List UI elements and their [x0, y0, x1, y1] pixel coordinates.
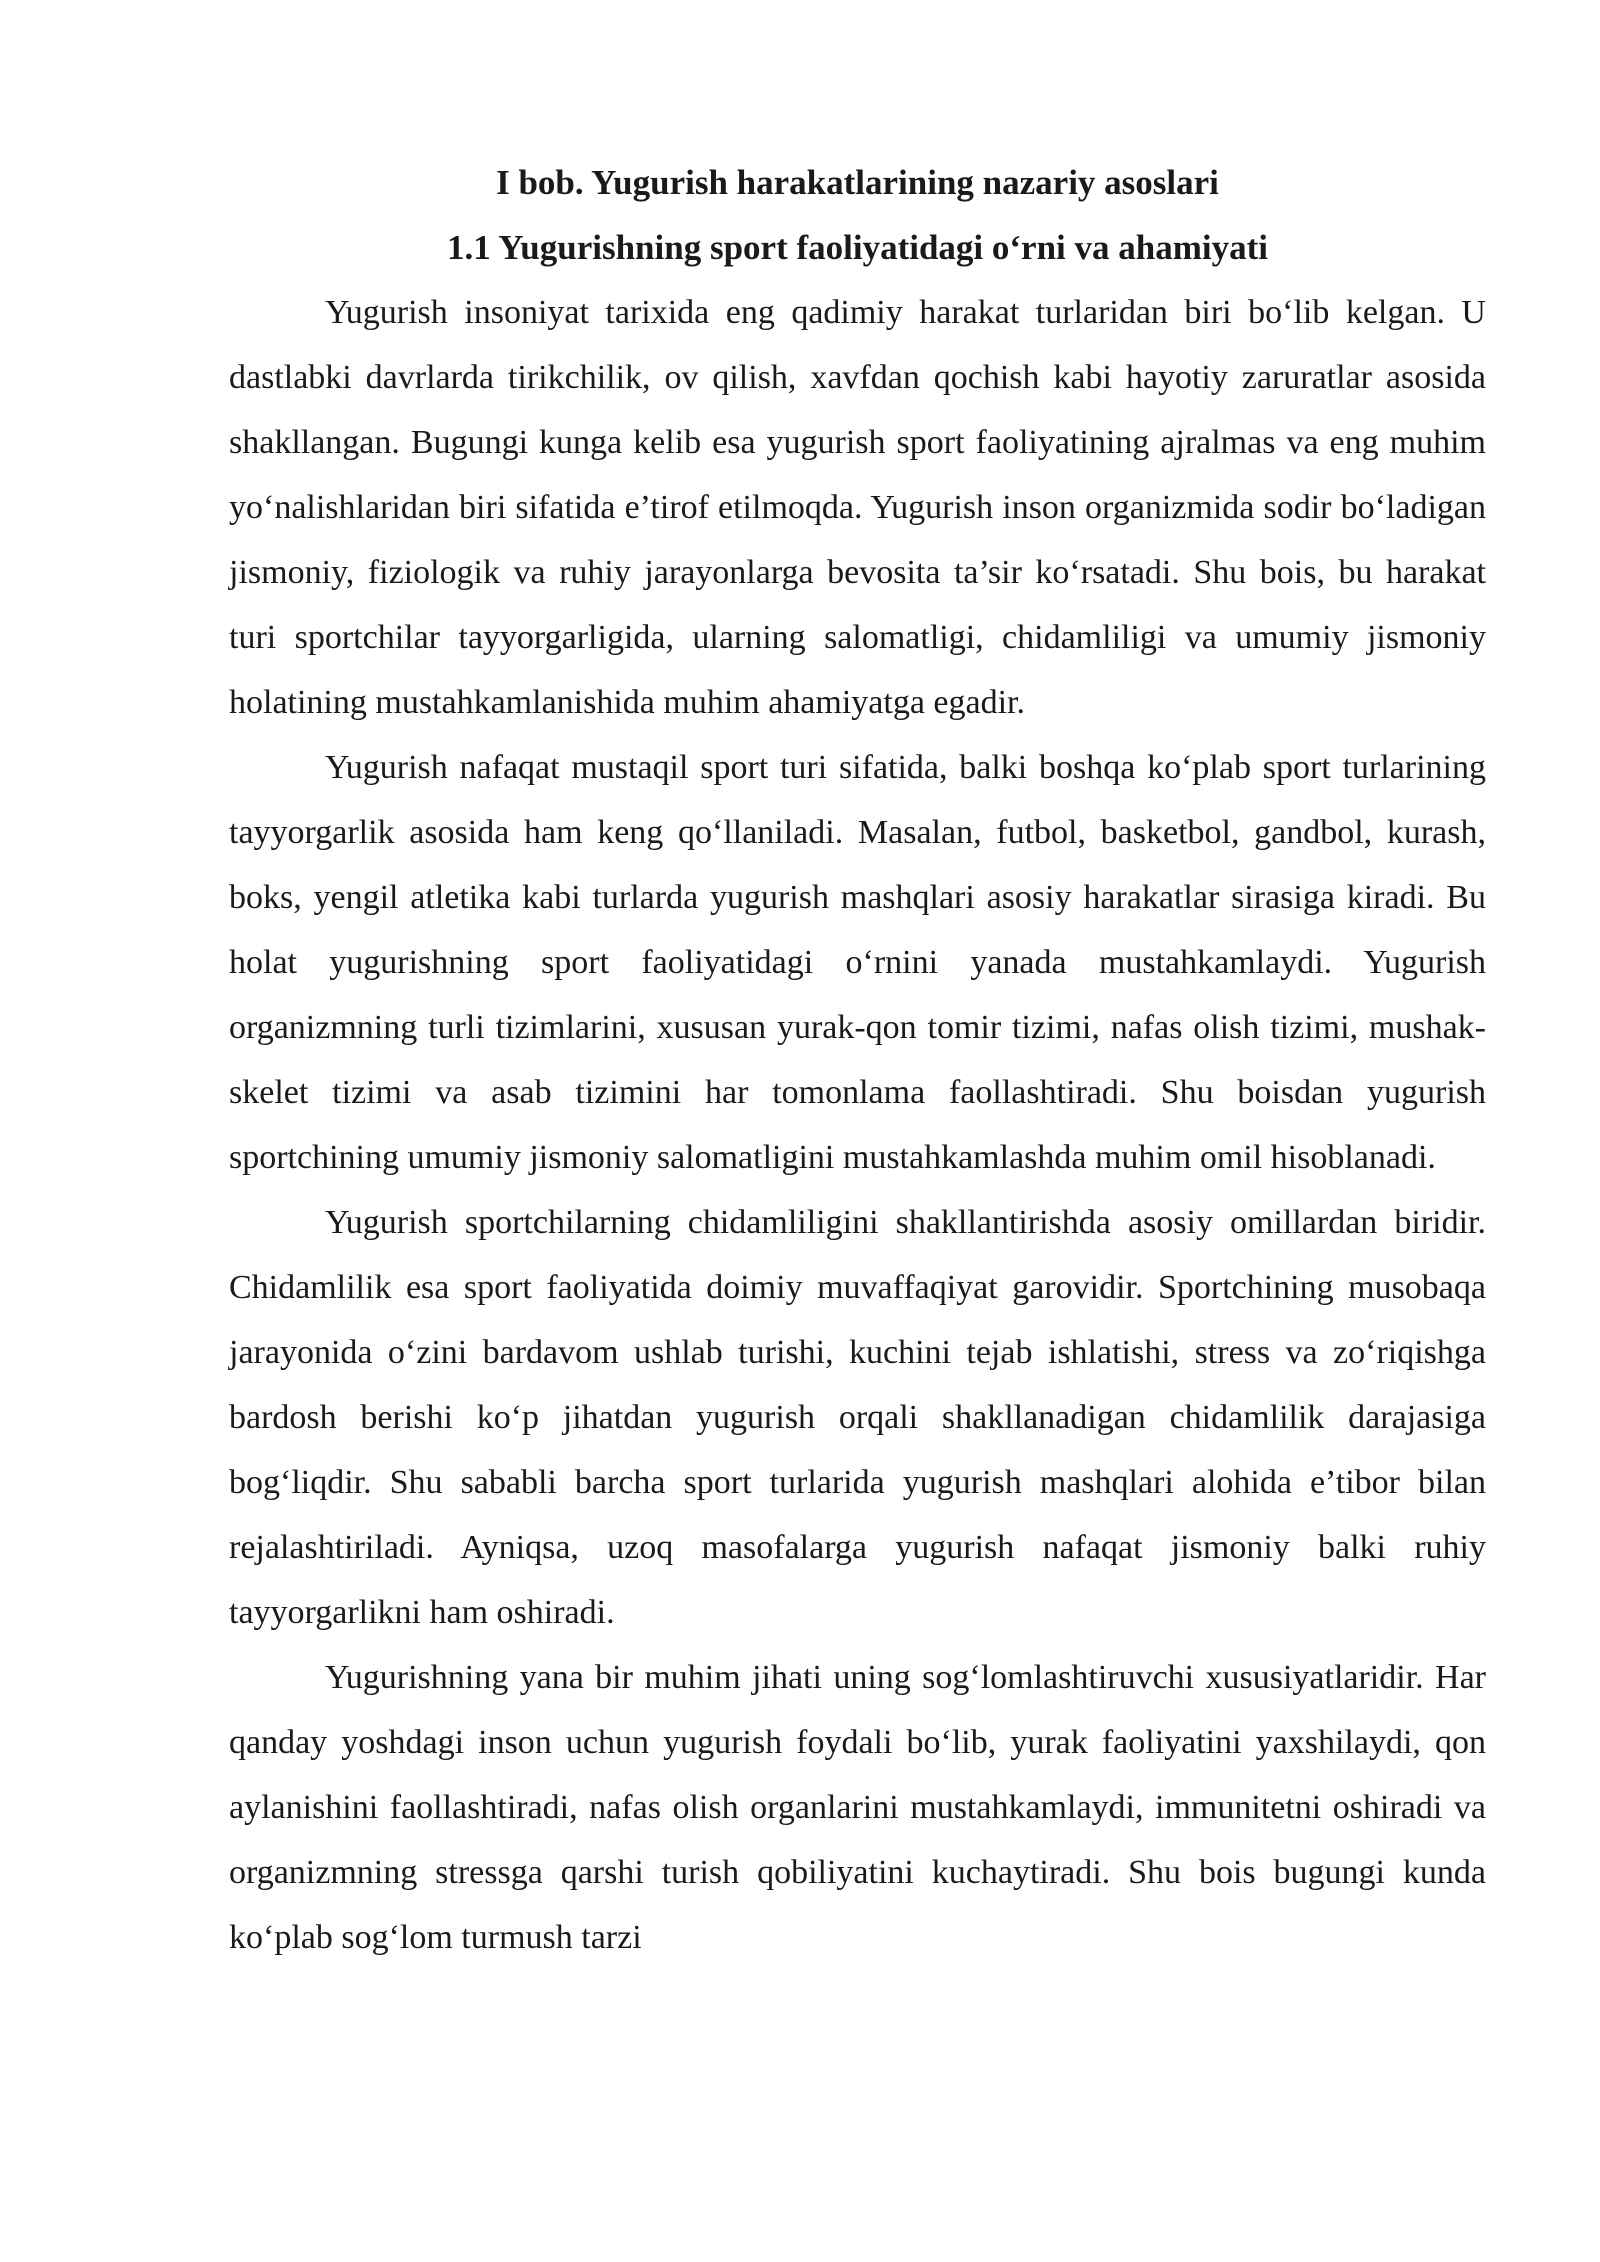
- paragraph-4: Yugurishning yana bir muhim jihati uning sog‘lomlashtiruvchi xususiyatlaridir. Har qanday yoshdagi inson uchun yugurish foydali bo‘lib, yurak faoliyatini yaxshilaydi, qon aylanishini faollashtiradi, nafas olish organlarini mustahkamlaydi, immunitetni oshiradi va organizmning stressga qarshi turish qobiliyatini kuchaytiradi. Shu bois bugungi kunda ko‘plab sog‘lom turmush tarzi: [229, 1659, 1486, 1956]
- paragraph-1: Yugurish insoniyat tarixida eng qadimiy harakat turlaridan biri bo‘lib kelgan. U dastlabki davrlarda tirikchilik, ov qilish, xavfdan qochish kabi hayotiy zaruratlar asosida shakllangan. Bugungi kunga kelib esa yugurish sport faoliyatining ajralmas va eng muhim yo‘nalishlaridan biri sifatida e’tirof etilmoqda. Yugurish inson organizmida sodir bo‘ladigan jismoniy, fiziologik va ruhiy jarayonlarga bevosita ta’sir ko‘rsatadi. Shu bois, bu harakat turi sportchilar tayyorgarligida, ularning salomatligi, chidamliligi va umumiy jismoniy holatining mustahkamlanishida muhim ahamiyatga egadir.: [229, 294, 1486, 721]
- document-page: [229, 150, 1486, 1970]
- chapter-title: I bob. Yugurish harakatlarining nazariy asoslari: [496, 163, 1219, 202]
- paragraph-3: Yugurish sportchilarning chidamliligini shakllantirishda asosiy omillardan biridir. Chidamlilik esa sport faoliyatida doimiy muvaffaqiyat garovidir. Sportchining musobaqa jarayonida o‘zini bardavom ushlab turishi, kuchini tejab ishlatishi, stress va zo‘riqishga bardosh berishi ko‘p jihatdan yugurish orqali shakllanadigan chidamlilik darajasiga bog‘liqdir. Shu sababli barcha sport turlarida yugurish mashqlari alohida e’tibor bilan rejalashtiriladi. Ayniqsa, uzoq masofalarga yugurish nafaqat jismoniy balki ruhiy tayyorgarlikni ham oshiradi.: [229, 1204, 1486, 1631]
- paragraph-2: Yugurish nafaqat mustaqil sport turi sifatida, balki boshqa ko‘plab sport turlarining tayyorgarlik asosida ham keng qo‘llaniladi. Masalan, futbol, basketbol, gandbol, kurash, boks, yengil atletika kabi turlarda yugurish mashqlari asosiy harakatlar sirasiga kiradi. Bu holat yugurishning sport faoliyatidagi o‘rnini yanada mustahkamlaydi. Yugurish organizmning turli tizimlarini, xususan yurak-qon tomir tizimi, nafas olish tizimi, mushak-skelet tizimi va asab tizimini har tomonlama faollashtiradi. Shu boisdan yugurish sportchining umumiy jismoniy salomatligini mustahkamlashda muhim omil hisoblanadi.: [229, 749, 1486, 1176]
- section-title: 1.1 Yugurishning sport faoliyatidagi o‘rni va ahamiyati: [447, 228, 1268, 267]
